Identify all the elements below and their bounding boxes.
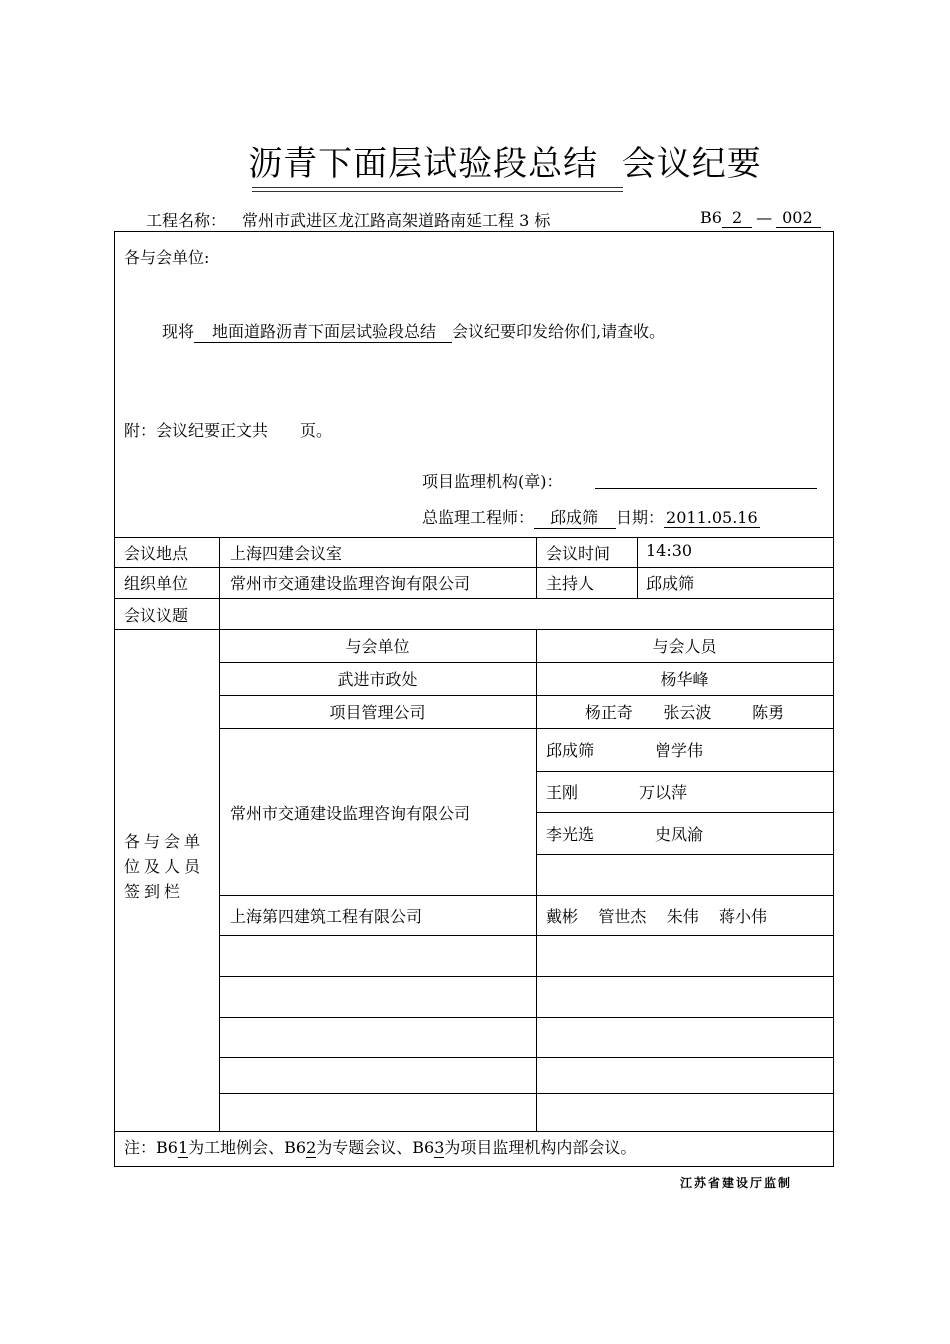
- organizer-value: 常州市交通建设监理咨询有限公司: [230, 574, 471, 593]
- attendee-unit: 项目管理公司: [329, 703, 426, 722]
- col-divider: [536, 537, 537, 599]
- attachment-prefix: 附：会议纪要正文共: [124, 421, 269, 440]
- note-text: 为工地例会、B6: [188, 1138, 307, 1157]
- project-line: [146, 208, 568, 232]
- host-label: 主持人: [546, 574, 595, 593]
- engineer-label: 总监理工程师：: [422, 508, 535, 527]
- location-value: 上海四建会议室: [230, 544, 343, 563]
- location-label: 会议地点: [124, 544, 189, 563]
- title-underline-2: [252, 191, 623, 192]
- page-title: 沥青下面层试验段总结 会议纪要: [248, 144, 762, 184]
- attendee-people: 杨正奇 张云波 陈勇: [584, 703, 785, 722]
- org-stamp-field[interactable]: [595, 488, 817, 489]
- row-divider: [219, 895, 833, 896]
- col-divider: [219, 598, 220, 630]
- row-divider: [219, 728, 833, 729]
- organizer-label: 组织单位: [124, 574, 189, 593]
- form-code: [700, 208, 821, 228]
- row-divider: [115, 567, 833, 568]
- engineer-name: 邱成筛: [534, 505, 616, 529]
- row-divider: [536, 812, 833, 813]
- code-prefix: B6: [700, 208, 722, 227]
- attendee-people: 邱成筛 曾学伟: [546, 741, 704, 760]
- topic-label: 会议议题: [124, 606, 189, 625]
- col-divider: [637, 537, 638, 599]
- note-text: 为专题会议、B6: [316, 1138, 435, 1157]
- code-number: 002: [776, 208, 821, 228]
- recipients: 各与会单位:: [124, 248, 210, 267]
- notice-line: [162, 319, 665, 343]
- footer-issuer: 江苏省建设厅监制: [680, 1176, 793, 1190]
- row-divider: [219, 976, 833, 977]
- org-stamp-label: 项目监理机构(章)：: [422, 472, 563, 491]
- time-value: 14:30: [646, 541, 693, 560]
- row-divider: [115, 1131, 833, 1132]
- project-name: 常州市武进区龙江路高架道路南延工程 3 标: [226, 208, 568, 232]
- org-stamp-line: [422, 469, 563, 492]
- attendee-people: 杨华峰: [660, 670, 709, 689]
- host-value: 邱成筛: [646, 574, 695, 593]
- attachment-suffix: 页。: [300, 421, 333, 440]
- date-label: 日期：: [616, 508, 665, 527]
- project-label: 工程名称：: [146, 211, 227, 230]
- row-divider: [219, 1017, 833, 1018]
- note-num: 2: [306, 1138, 317, 1157]
- attachment-line: [124, 418, 332, 441]
- attendee-unit: 武进市政处: [337, 670, 418, 689]
- note-num: 3: [434, 1138, 445, 1157]
- note-num: 1: [177, 1138, 189, 1157]
- col-header-unit: 与会单位: [345, 637, 410, 656]
- col-divider: [219, 537, 220, 599]
- row-divider: [219, 935, 833, 936]
- attendee-unit: 常州市交通建设监理咨询有限公司: [230, 804, 471, 823]
- note-prefix: 注：B6: [124, 1138, 178, 1157]
- attendee-people: 戴彬 管世杰 朱伟 蒋小伟: [546, 907, 768, 926]
- meeting-form: [114, 231, 834, 1167]
- row-divider: [219, 1093, 833, 1094]
- col-header-people: 与会人员: [652, 637, 717, 656]
- code-type: 2: [722, 208, 752, 228]
- row-divider: [536, 854, 833, 855]
- row-divider: [536, 771, 833, 772]
- attendance-side-label: 各与会单位及人员签到栏: [124, 832, 205, 901]
- notice-suffix: 会议纪要印发给你们,请查收。: [452, 322, 666, 341]
- row-divider: [219, 662, 833, 663]
- title-underline: [252, 187, 623, 188]
- attendee-unit: 上海第四建筑工程有限公司: [230, 907, 423, 926]
- note: [124, 1135, 636, 1158]
- notice-subject: 地面道路沥青下面层试验段总结: [194, 319, 452, 343]
- note-text: 为项目监理机构内部会议。: [444, 1138, 637, 1157]
- row-divider: [219, 695, 833, 696]
- code-sep: —: [756, 208, 773, 227]
- attendee-people: 李光选 史凤渝: [546, 825, 704, 844]
- time-label: 会议时间: [546, 544, 611, 563]
- row-divider: [115, 598, 833, 599]
- row-divider: [115, 629, 833, 630]
- date-value: 2011.05.16: [666, 508, 758, 527]
- notice-prefix: 现将: [162, 322, 195, 341]
- attendee-people: 王刚 万以萍: [546, 783, 688, 802]
- row-divider: [115, 537, 833, 538]
- row-divider: [219, 1057, 833, 1058]
- engineer-line: [422, 505, 760, 529]
